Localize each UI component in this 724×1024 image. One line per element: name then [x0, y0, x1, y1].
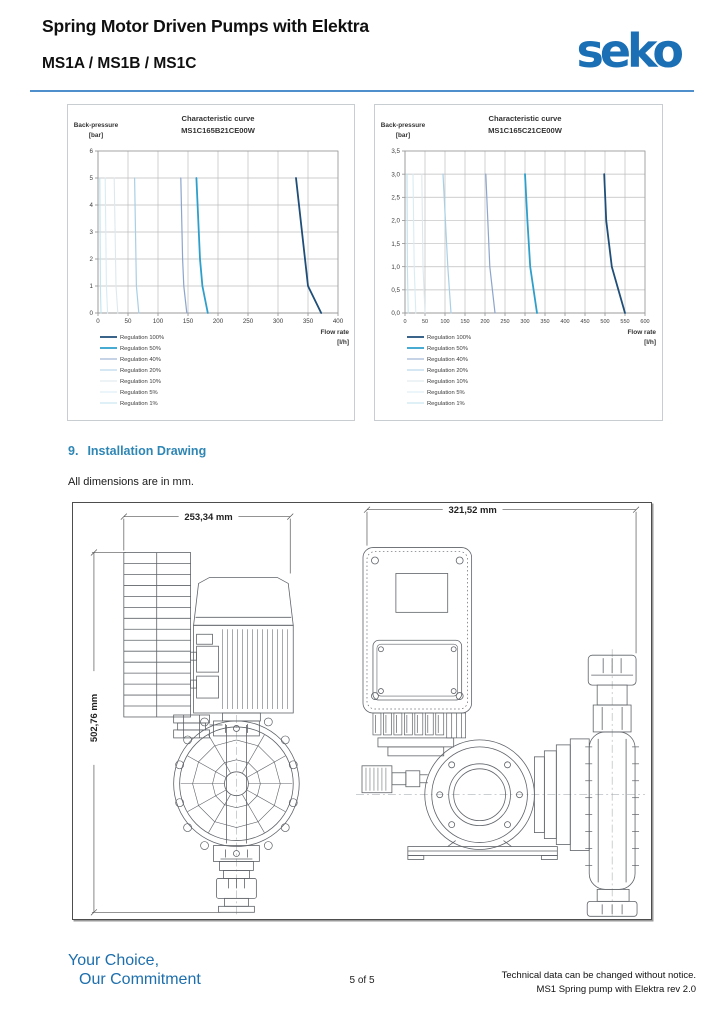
x-axis-label-units: [l/h]	[337, 339, 349, 346]
installation-drawing-svg	[73, 503, 651, 919]
y-axis-label: Back-pressure	[380, 122, 426, 129]
y-axis-label-units: [bar]	[395, 132, 411, 139]
x-tick-label: 250	[242, 318, 254, 325]
x-tick-label: 250	[500, 319, 510, 325]
footer-note-line1: Technical data can be changed without notice.	[501, 970, 696, 981]
series-line-regulation-1-	[100, 178, 101, 313]
section-heading	[68, 444, 206, 458]
dimension-label-right-width: 321,52 mm	[448, 505, 497, 517]
legend-label: Regulation 1%	[427, 401, 465, 408]
footer-tagline-line2: Our Commitment	[79, 971, 201, 988]
y-tick-label: 1	[89, 283, 93, 291]
x-tick-label: 50	[421, 319, 429, 325]
characteristic-curve-chart-right	[374, 104, 663, 421]
footer-tagline-line1: Your Choice,	[68, 952, 160, 969]
y-tick-label: 1,0	[391, 263, 400, 271]
x-tick-label: 200	[212, 318, 224, 325]
y-axis-label: Back-pressure	[73, 122, 119, 129]
x-axis-label: Flow rate	[320, 329, 349, 336]
x-tick-label: 350	[540, 319, 550, 325]
dimension-label-height: 502,76 mm	[88, 693, 100, 743]
legend-label: Regulation 1%	[120, 401, 158, 408]
legend-label: Regulation 100%	[427, 335, 472, 342]
x-tick-label: 100	[440, 319, 450, 325]
series-line-regulation-10-	[114, 178, 118, 313]
legend-label: Regulation 20%	[120, 368, 161, 375]
x-tick-label: 450	[580, 319, 590, 325]
x-tick-label: 0	[403, 319, 407, 325]
y-tick-label: 2,5	[391, 194, 400, 202]
x-tick-label: 50	[124, 318, 132, 325]
section-title: Installation Drawing	[87, 444, 207, 458]
dimension-label-left-width: 253,34 mm	[184, 512, 233, 524]
characteristic-curve-chart-left	[67, 104, 355, 421]
x-tick-label: 300	[272, 318, 284, 325]
chart-left-svg	[68, 105, 352, 418]
legend-label: Regulation 50%	[427, 346, 468, 353]
dimensions-note: All dimensions are in mm.	[68, 476, 194, 488]
x-tick-label: 150	[460, 319, 470, 325]
x-tick-label: 0	[96, 318, 100, 325]
legend-label: Regulation 20%	[427, 368, 468, 375]
x-tick-label: 550	[620, 319, 630, 325]
installation-drawing	[72, 502, 652, 920]
dimension-lines	[88, 507, 639, 916]
header-divider	[30, 90, 694, 92]
y-tick-label: 0,5	[391, 287, 400, 295]
series-line-regulation-40-	[181, 178, 187, 313]
chart-subtitle: MS1C165B21CE00W	[181, 126, 255, 135]
x-tick-label: 500	[600, 319, 610, 325]
chart-subtitle: MS1C165C21CE00W	[488, 126, 562, 135]
x-axis-label-units: [l/h]	[644, 339, 656, 346]
y-tick-label: 0,0	[391, 310, 400, 318]
page-number: 5 of 5	[349, 975, 375, 986]
chart-title: Characteristic curve	[181, 114, 255, 123]
legend-label: Regulation 40%	[120, 357, 161, 364]
pump-side-view	[124, 553, 299, 917]
series-line-regulation-50-	[196, 178, 207, 313]
x-tick-label: 150	[182, 318, 194, 325]
y-tick-label: 1,5	[391, 240, 400, 248]
y-tick-label: 4	[89, 202, 93, 210]
x-tick-label: 200	[480, 319, 490, 325]
x-tick-label: 100	[152, 318, 164, 325]
y-tick-label: 2	[89, 256, 93, 264]
legend-label: Regulation 10%	[427, 379, 468, 386]
footer-notes	[502, 969, 696, 997]
series-line-regulation-20-	[135, 178, 139, 313]
x-tick-label: 350	[302, 318, 314, 325]
y-tick-label: 3,5	[391, 148, 400, 156]
y-tick-label: 3	[89, 229, 93, 237]
chart-right-svg	[375, 105, 660, 418]
section-number: 9.	[68, 444, 79, 458]
y-axis-label-units: [bar]	[88, 132, 104, 139]
y-tick-label: 3,0	[391, 171, 400, 179]
x-tick-label: 600	[640, 319, 650, 325]
legend-label: Regulation 5%	[120, 390, 158, 397]
series-line-regulation-5-	[105, 178, 107, 313]
y-tick-label: 0	[89, 310, 93, 318]
chart-title: Characteristic curve	[488, 114, 562, 123]
y-tick-label: 2,0	[391, 217, 400, 225]
y-tick-label: 5	[89, 175, 93, 183]
model-subtitle: MS1A / MS1B / MS1C	[42, 55, 197, 72]
x-tick-label: 300	[520, 319, 530, 325]
legend-label: Regulation 10%	[120, 379, 161, 386]
pump-front-view	[356, 548, 645, 917]
series-line-regulation-100-	[296, 178, 321, 313]
page-title: Spring Motor Driven Pumps with Elektra	[42, 16, 369, 36]
legend-label: Regulation 5%	[427, 390, 465, 397]
x-axis-label: Flow rate	[627, 329, 656, 336]
seko-logo: seko	[576, 24, 680, 78]
x-tick-label: 400	[332, 318, 344, 325]
y-tick-label: 6	[89, 148, 93, 156]
legend-label: Regulation 50%	[120, 346, 161, 353]
legend-label: Regulation 100%	[120, 335, 165, 342]
footer-note-line2: MS1 Spring pump with Elektra rev 2.0	[536, 984, 696, 995]
x-tick-label: 400	[560, 319, 570, 325]
legend-label: Regulation 40%	[427, 357, 468, 364]
